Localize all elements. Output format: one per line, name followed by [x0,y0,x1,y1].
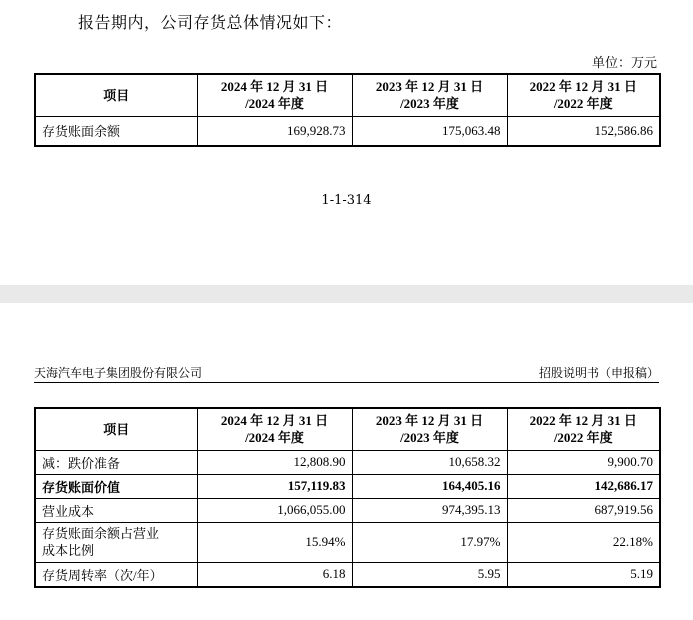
page-gap [0,285,693,303]
page-bottom [0,303,693,620]
header-2024: 2024 年 12 月 31 日 /2024 年度 [197,74,352,116]
cell-2022: 5.19 [507,562,660,587]
header-item: 项目 [35,408,197,450]
cell-2023: 974,395.13 [352,498,507,522]
cell-2022: 142,686.17 [507,474,660,498]
row-label: 存货账面余额占营业 成本比例 [35,522,197,562]
table-header-row [35,408,660,450]
cell-2023: 164,405.16 [352,474,507,498]
inventory-detail-table [34,407,661,588]
row-label: 存货周转率（次/年） [35,562,197,587]
table-row [35,562,660,587]
cell-2024: 157,119.83 [197,474,352,498]
header-2022: 2022 年 12 月 31 日 /2022 年度 [507,408,660,450]
cell-2023: 5.95 [352,562,507,587]
row-label: 存货账面价值 [35,474,197,498]
header-2023: 2023 年 12 月 31 日 /2023 年度 [352,74,507,116]
header-2024: 2024 年 12 月 31 日 /2024 年度 [197,408,352,450]
unit-label: 单位：万元 [591,56,657,71]
row-label: 减：跌价准备 [35,450,197,474]
page-number: 1-1-314 [321,193,372,208]
cell-2023: 17.97% [352,522,507,562]
table-header-row [35,74,660,116]
intro-text: 报告期内，公司存货总体情况如下： [78,13,343,32]
table-row [35,116,660,146]
company-name: 天海汽车电子集团股份有限公司 [34,366,203,380]
page-top [0,0,693,285]
table-row [35,474,660,498]
cell-2023: 10,658.32 [352,450,507,474]
cell-2024: 1,066,055.00 [197,498,352,522]
header-2023: 2023 年 12 月 31 日 /2023 年度 [352,408,507,450]
table-row [35,450,660,474]
cell-2022: 9,900.70 [507,450,660,474]
cell-2024: 169,928.73 [197,116,352,146]
row-label: 存货账面余额 [35,116,197,146]
cell-2024: 15.94% [197,522,352,562]
cell-2023: 175,063.48 [352,116,507,146]
cell-2022: 152,586.86 [507,116,660,146]
cell-2024: 6.18 [197,562,352,587]
header-item: 项目 [35,74,197,116]
cell-2022: 22.18% [507,522,660,562]
row-label: 营业成本 [35,498,197,522]
table-row [35,522,660,562]
table-row [35,498,660,522]
document-type: 招股说明书（申报稿） [538,366,659,380]
header-2022: 2022 年 12 月 31 日 /2022 年度 [507,74,660,116]
cell-2022: 687,919.56 [507,498,660,522]
header-rule [34,382,659,383]
inventory-summary-table [34,73,661,147]
cell-2024: 12,808.90 [197,450,352,474]
